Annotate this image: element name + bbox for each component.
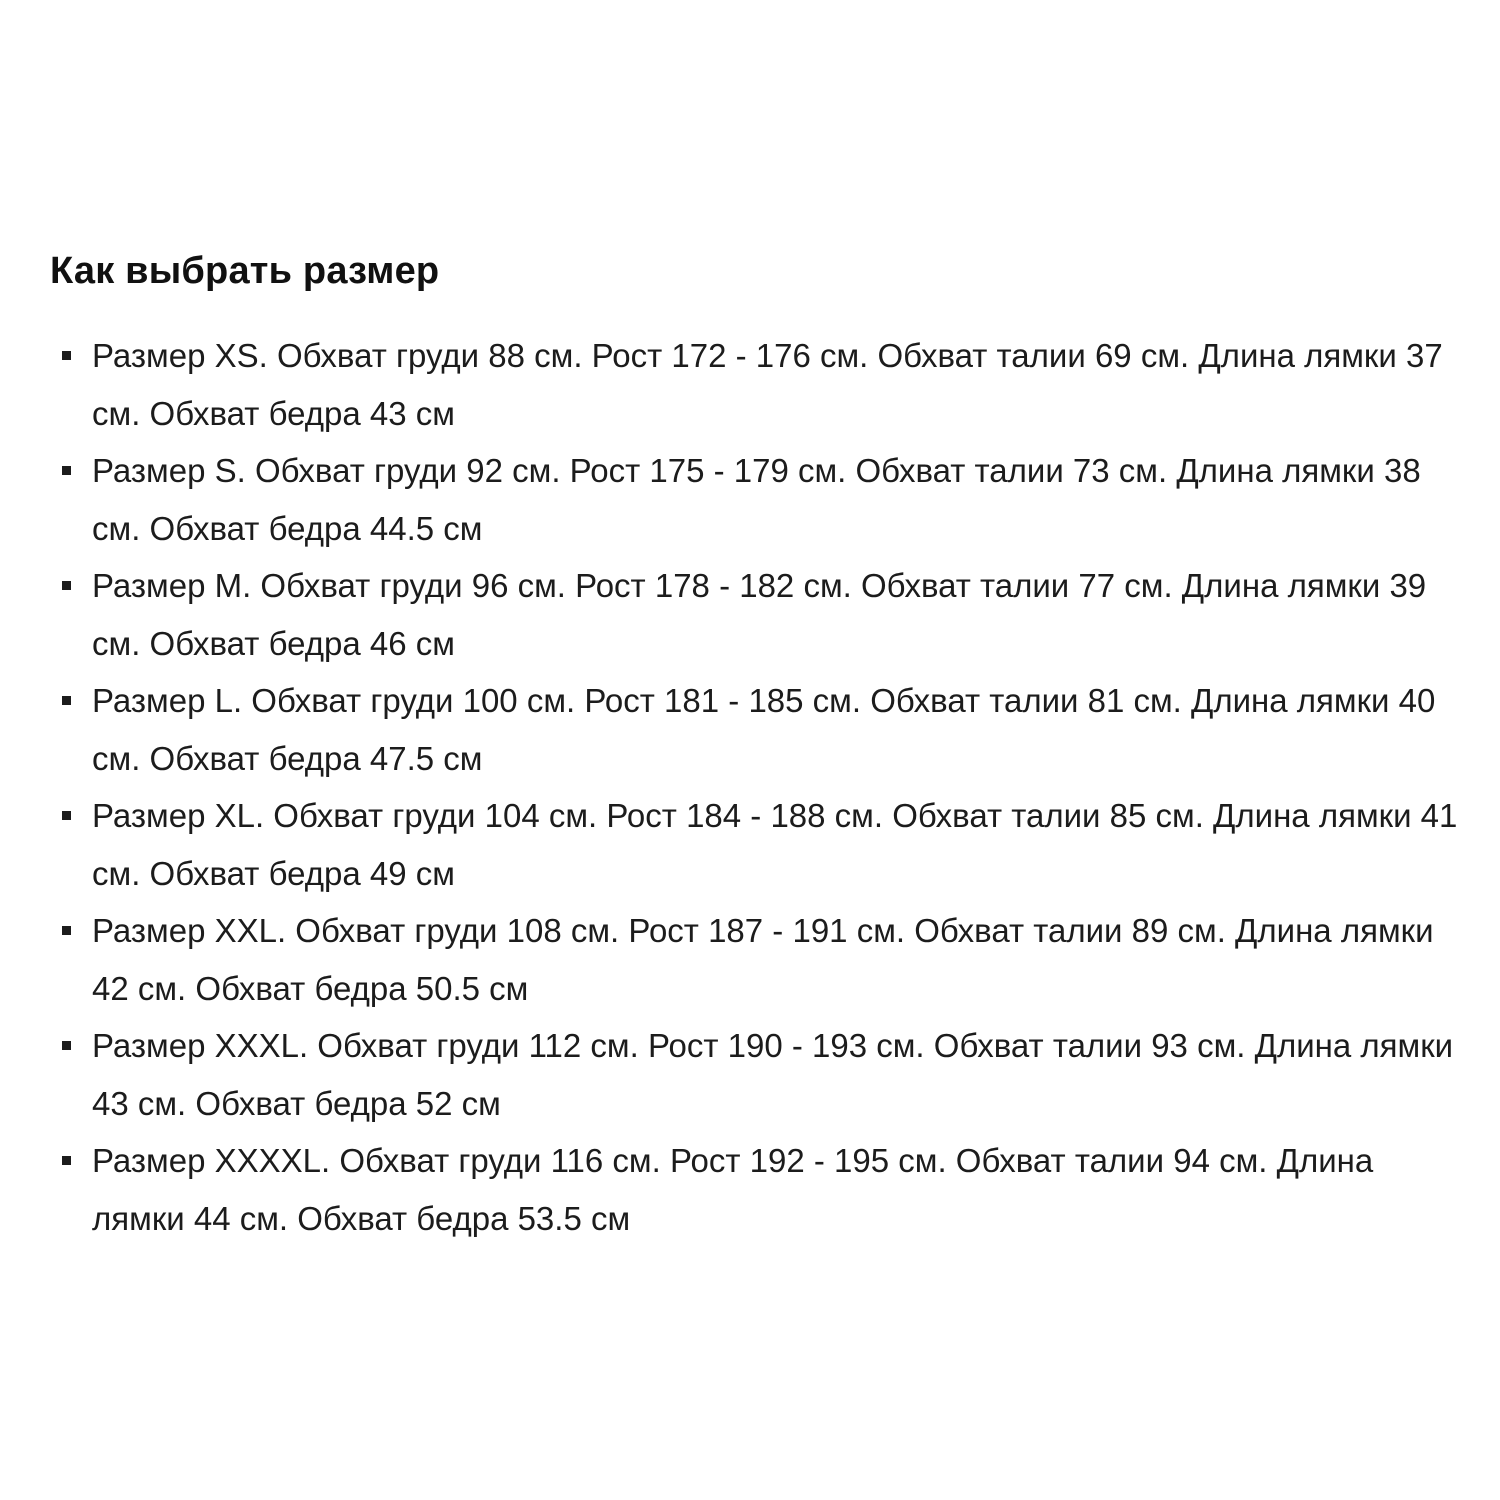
- list-item-s: [50, 442, 1475, 557]
- list-item-text: Размер L. Обхват груди 100 см. Рост 181 - 185 см. Обхват талии 81 см. Длина лямки 40 см. Обхват бедра 47.5 см: [92, 682, 1436, 777]
- list-item-m: [50, 557, 1475, 672]
- page-title: Как выбрать размер: [50, 250, 440, 292]
- bullet-icon: [62, 581, 71, 590]
- size-list: [50, 327, 1475, 1247]
- bullet-icon: [62, 466, 71, 475]
- size-guide: [50, 245, 1475, 1247]
- list-item-xl: [50, 787, 1475, 902]
- list-item-text: Размер XXL. Обхват груди 108 см. Рост 187 - 191 см. Обхват талии 89 см. Длина лямки 42 см. Обхват бедра 50.5 см: [92, 912, 1434, 1007]
- bullet-icon: [62, 811, 71, 820]
- list-item-xxxxl: [50, 1132, 1475, 1247]
- list-item-text: Размер XL. Обхват груди 104 см. Рост 184 - 188 см. Обхват талии 85 см. Длина лямки 41 см. Обхват бедра 49 см: [92, 797, 1458, 892]
- list-item-text: Размер XS. Обхват груди 88 см. Рост 172 - 176 см. Обхват талии 69 см. Длина лямки 37 см. Обхват бедра 43 см: [92, 337, 1443, 432]
- list-item-xxl: [50, 902, 1475, 1017]
- list-item-xxxl: [50, 1017, 1475, 1132]
- bullet-icon: [62, 1041, 71, 1050]
- bullet-icon: [62, 696, 71, 705]
- list-item-text: Размер S. Обхват груди 92 см. Рост 175 - 179 см. Обхват талии 73 см. Длина лямки 38 см. Обхват бедра 44.5 см: [92, 452, 1421, 547]
- list-item-l: [50, 672, 1475, 787]
- list-item-text: Размер XXXXL. Обхват груди 116 см. Рост 192 - 195 см. Обхват талии 94 см. Длина лямки 44 см. Обхват бедра 53.5 см: [92, 1142, 1374, 1237]
- list-item-xs: [50, 327, 1475, 442]
- list-item-text: Размер M. Обхват груди 96 см. Рост 178 - 182 см. Обхват талии 77 см. Длина лямки 39 см. Обхват бедра 46 см: [92, 567, 1427, 662]
- bullet-icon: [62, 351, 71, 360]
- list-item-text: Размер XXXL. Обхват груди 112 см. Рост 190 - 193 см. Обхват талии 93 см. Длина лямки 43 см. Обхват бедра 52 см: [92, 1027, 1454, 1122]
- bullet-icon: [62, 926, 71, 935]
- bullet-icon: [62, 1156, 71, 1165]
